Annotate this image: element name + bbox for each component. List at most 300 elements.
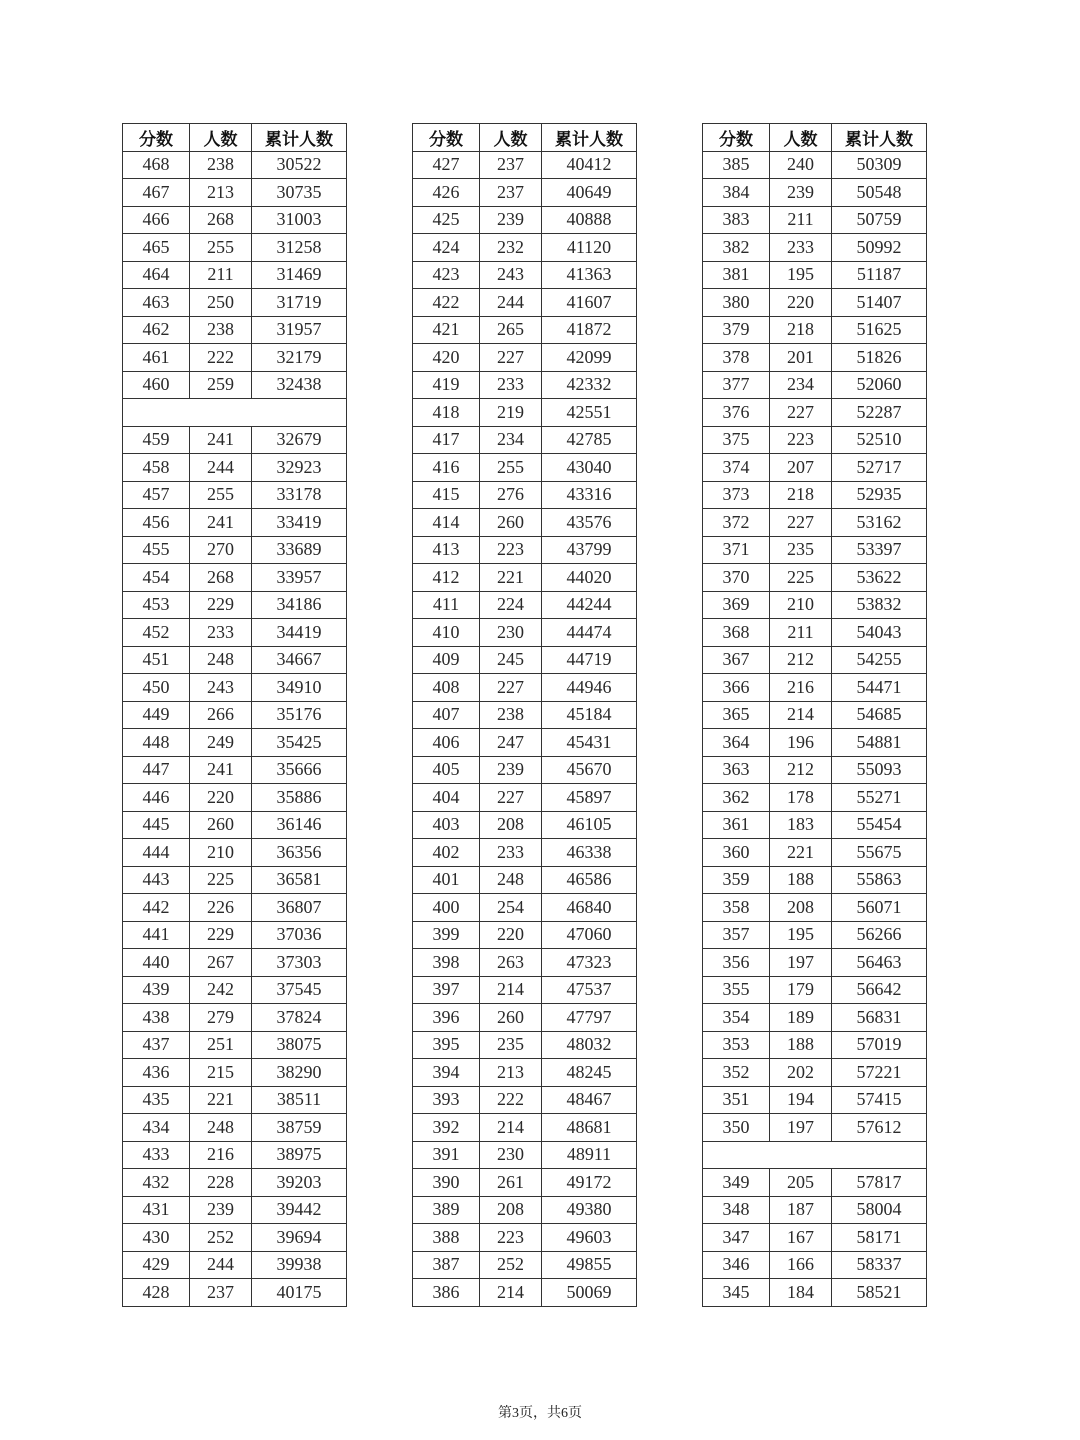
table-row [413,1059,637,1087]
table-row [703,509,927,537]
cumulative-cell: 36356 [252,839,347,867]
cumulative-cell: 56266 [832,921,927,949]
table-row [703,1086,927,1114]
cumulative-cell: 57221 [832,1059,927,1087]
table-spacer-row [703,1141,927,1169]
table-row [413,316,637,344]
score-cell: 456 [123,509,190,537]
count-cell: 235 [480,1031,542,1059]
table-row [123,1086,347,1114]
count-cell: 249 [190,729,252,757]
cumulative-cell: 48467 [542,1086,637,1114]
table-row [413,701,637,729]
table-row [123,316,347,344]
score-cell: 448 [123,729,190,757]
count-cell: 189 [770,1004,832,1032]
cumulative-cell: 30522 [252,151,347,179]
table-row [413,371,637,399]
score-cell: 431 [123,1196,190,1224]
score-cell: 363 [703,756,770,784]
count-cell: 167 [770,1224,832,1252]
score-cell: 468 [123,151,190,179]
count-cell: 255 [480,454,542,482]
header-count: 人数 [190,124,252,152]
score-cell: 356 [703,949,770,977]
cumulative-cell: 45184 [542,701,637,729]
header-count: 人数 [770,124,832,152]
table-row [413,399,637,427]
score-cell: 383 [703,206,770,234]
cumulative-cell: 33419 [252,509,347,537]
header-score: 分数 [703,124,770,152]
table-row [413,344,637,372]
cumulative-cell: 58171 [832,1224,927,1252]
cumulative-cell: 52060 [832,371,927,399]
score-cell: 453 [123,591,190,619]
cumulative-cell: 50992 [832,234,927,262]
table-row [123,206,347,234]
table-row [413,894,637,922]
score-cell: 442 [123,894,190,922]
table-row [703,1004,927,1032]
table-row [413,729,637,757]
table-row [123,1196,347,1224]
cumulative-cell: 49380 [542,1196,637,1224]
cumulative-cell: 47797 [542,1004,637,1032]
cumulative-cell: 34667 [252,646,347,674]
count-cell: 239 [480,756,542,784]
table-row [703,811,927,839]
cumulative-cell: 32438 [252,371,347,399]
score-cell: 413 [413,536,480,564]
table-row [413,1114,637,1142]
table-row [703,564,927,592]
score-cell: 407 [413,701,480,729]
table-row [703,591,927,619]
count-cell: 220 [770,289,832,317]
cumulative-cell: 45897 [542,784,637,812]
count-cell: 245 [480,646,542,674]
cumulative-cell: 48681 [542,1114,637,1142]
count-cell: 195 [770,921,832,949]
cumulative-cell: 52510 [832,426,927,454]
score-cell: 424 [413,234,480,262]
cumulative-cell: 41120 [542,234,637,262]
count-cell: 208 [480,811,542,839]
table-row [413,921,637,949]
count-cell: 244 [480,289,542,317]
count-cell: 241 [190,509,252,537]
cumulative-cell: 55454 [832,811,927,839]
cumulative-cell: 34186 [252,591,347,619]
cumulative-cell: 53622 [832,564,927,592]
table-row [703,1224,927,1252]
count-cell: 213 [190,179,252,207]
table-row [123,619,347,647]
score-cell: 353 [703,1031,770,1059]
score-cell: 346 [703,1251,770,1279]
cumulative-cell: 50069 [542,1279,637,1307]
count-cell: 205 [770,1169,832,1197]
score-cell: 371 [703,536,770,564]
cumulative-cell: 34419 [252,619,347,647]
score-cell: 403 [413,811,480,839]
cumulative-cell: 37036 [252,921,347,949]
count-cell: 233 [480,839,542,867]
count-cell: 195 [770,261,832,289]
count-cell: 259 [190,371,252,399]
score-cell: 457 [123,481,190,509]
score-cell: 345 [703,1279,770,1307]
cumulative-cell: 48032 [542,1031,637,1059]
table-row [703,894,927,922]
count-cell: 263 [480,949,542,977]
cumulative-cell: 57019 [832,1031,927,1059]
count-cell: 226 [190,894,252,922]
count-cell: 202 [770,1059,832,1087]
count-cell: 187 [770,1196,832,1224]
table-row [703,976,927,1004]
table-row [413,1224,637,1252]
score-cell: 443 [123,866,190,894]
table-row [123,1031,347,1059]
table-row [703,1114,927,1142]
count-cell: 214 [770,701,832,729]
score-cell: 426 [413,179,480,207]
count-cell: 270 [190,536,252,564]
table-row [703,701,927,729]
table-row [123,784,347,812]
score-cell: 435 [123,1086,190,1114]
score-cell: 428 [123,1279,190,1307]
table-row [703,399,927,427]
cumulative-cell: 42785 [542,426,637,454]
table-row [123,481,347,509]
score-cell: 376 [703,399,770,427]
score-cell: 399 [413,921,480,949]
table-header-row [413,124,637,152]
count-cell: 279 [190,1004,252,1032]
score-cell: 362 [703,784,770,812]
score-cell: 378 [703,344,770,372]
score-cell: 361 [703,811,770,839]
cumulative-cell: 50548 [832,179,927,207]
score-cell: 350 [703,1114,770,1142]
count-cell: 238 [190,316,252,344]
count-cell: 238 [480,701,542,729]
table-row [123,289,347,317]
cumulative-cell: 54255 [832,646,927,674]
cumulative-cell: 42551 [542,399,637,427]
score-cell: 433 [123,1141,190,1169]
score-cell: 393 [413,1086,480,1114]
count-cell: 184 [770,1279,832,1307]
table-row [413,949,637,977]
cumulative-cell: 55271 [832,784,927,812]
score-cell: 446 [123,784,190,812]
count-cell: 244 [190,454,252,482]
cumulative-cell: 31003 [252,206,347,234]
table-row [413,206,637,234]
count-cell: 239 [770,179,832,207]
cumulative-cell: 40175 [252,1279,347,1307]
score-cell: 421 [413,316,480,344]
table-row [703,454,927,482]
score-cell: 452 [123,619,190,647]
score-cell: 369 [703,591,770,619]
table-row [413,1169,637,1197]
score-cell: 444 [123,839,190,867]
count-cell: 248 [190,1114,252,1142]
table-row [703,784,927,812]
cumulative-cell: 42099 [542,344,637,372]
count-cell: 243 [190,674,252,702]
cumulative-cell: 46338 [542,839,637,867]
count-cell: 241 [190,756,252,784]
count-cell: 255 [190,481,252,509]
table-row [413,1031,637,1059]
cumulative-cell: 53162 [832,509,927,537]
score-cell: 455 [123,536,190,564]
table-row [123,921,347,949]
cumulative-cell: 39442 [252,1196,347,1224]
table-row [703,151,927,179]
cumulative-cell: 55093 [832,756,927,784]
count-cell: 222 [480,1086,542,1114]
score-cell: 447 [123,756,190,784]
count-cell: 201 [770,344,832,372]
cumulative-cell: 51826 [832,344,927,372]
cumulative-cell: 38975 [252,1141,347,1169]
score-cell: 465 [123,234,190,262]
cumulative-cell: 54685 [832,701,927,729]
table-row [413,509,637,537]
table-row [413,1004,637,1032]
count-cell: 227 [480,344,542,372]
count-cell: 218 [770,316,832,344]
table-row [703,756,927,784]
cumulative-cell: 52935 [832,481,927,509]
cumulative-cell: 30735 [252,179,347,207]
table-row [123,1004,347,1032]
cumulative-cell: 57817 [832,1169,927,1197]
table-row [123,426,347,454]
count-cell: 233 [480,371,542,399]
cumulative-cell: 31957 [252,316,347,344]
cumulative-cell: 37824 [252,1004,347,1032]
cumulative-cell: 39938 [252,1251,347,1279]
table-row [123,1114,347,1142]
count-cell: 266 [190,701,252,729]
score-cell: 391 [413,1141,480,1169]
cumulative-cell: 49603 [542,1224,637,1252]
count-cell: 240 [770,151,832,179]
score-cell: 429 [123,1251,190,1279]
table-row [123,564,347,592]
score-cell: 358 [703,894,770,922]
score-cell: 449 [123,701,190,729]
cumulative-cell: 35666 [252,756,347,784]
count-cell: 265 [480,316,542,344]
count-cell: 197 [770,1114,832,1142]
score-cell: 464 [123,261,190,289]
count-cell: 239 [190,1196,252,1224]
cumulative-cell: 44719 [542,646,637,674]
count-cell: 223 [480,1224,542,1252]
table-row [123,729,347,757]
score-cell: 434 [123,1114,190,1142]
count-cell: 215 [190,1059,252,1087]
count-cell: 212 [770,756,832,784]
table-row [413,564,637,592]
count-cell: 248 [190,646,252,674]
score-cell: 398 [413,949,480,977]
score-cell: 377 [703,371,770,399]
table-row [703,261,927,289]
table-row [123,1279,347,1307]
score-cell: 396 [413,1004,480,1032]
cumulative-cell: 52287 [832,399,927,427]
score-cell: 394 [413,1059,480,1087]
score-cell: 365 [703,701,770,729]
table-row [413,674,637,702]
table-row [413,536,637,564]
count-cell: 208 [770,894,832,922]
cumulative-cell: 55863 [832,866,927,894]
count-cell: 221 [770,839,832,867]
cumulative-cell: 43040 [542,454,637,482]
cumulative-cell: 32179 [252,344,347,372]
score-cell: 366 [703,674,770,702]
count-cell: 228 [190,1169,252,1197]
cumulative-cell: 39694 [252,1224,347,1252]
cumulative-cell: 44946 [542,674,637,702]
score-cell: 422 [413,289,480,317]
score-table-3 [702,123,927,1307]
count-cell: 222 [190,344,252,372]
count-cell: 244 [190,1251,252,1279]
table-row [703,481,927,509]
count-cell: 210 [190,839,252,867]
cumulative-cell: 44244 [542,591,637,619]
cumulative-cell: 31719 [252,289,347,317]
table-row [123,454,347,482]
score-cell: 401 [413,866,480,894]
table-row [703,949,927,977]
table-row [413,976,637,1004]
cumulative-cell: 55675 [832,839,927,867]
count-cell: 221 [480,564,542,592]
cumulative-cell: 51187 [832,261,927,289]
table-row [123,866,347,894]
cumulative-cell: 40412 [542,151,637,179]
table-row [123,1059,347,1087]
score-cell: 445 [123,811,190,839]
cumulative-cell: 38511 [252,1086,347,1114]
score-cell: 373 [703,481,770,509]
cumulative-cell: 56831 [832,1004,927,1032]
cumulative-cell: 39203 [252,1169,347,1197]
count-cell: 219 [480,399,542,427]
table-row [703,536,927,564]
score-cell: 357 [703,921,770,949]
cumulative-cell: 50309 [832,151,927,179]
score-cell: 360 [703,839,770,867]
table-row [703,1251,927,1279]
count-cell: 208 [480,1196,542,1224]
count-cell: 255 [190,234,252,262]
cumulative-cell: 32679 [252,426,347,454]
score-cell: 348 [703,1196,770,1224]
count-cell: 227 [770,399,832,427]
score-cell: 423 [413,261,480,289]
header-score: 分数 [123,124,190,152]
count-cell: 214 [480,1279,542,1307]
score-cell: 375 [703,426,770,454]
table-row [413,591,637,619]
cumulative-cell: 41363 [542,261,637,289]
cumulative-cell: 47060 [542,921,637,949]
count-cell: 179 [770,976,832,1004]
cumulative-cell: 57612 [832,1114,927,1142]
table-row [413,839,637,867]
count-cell: 223 [770,426,832,454]
table-row [703,234,927,262]
table-row [413,646,637,674]
table-row [413,481,637,509]
cumulative-cell: 37545 [252,976,347,1004]
table-row [123,976,347,1004]
score-cell: 390 [413,1169,480,1197]
score-cell: 404 [413,784,480,812]
table-row [413,179,637,207]
table-row [703,1279,927,1307]
count-cell: 227 [770,509,832,537]
cumulative-cell: 32923 [252,454,347,482]
score-cell: 451 [123,646,190,674]
cumulative-cell: 38759 [252,1114,347,1142]
count-cell: 230 [480,619,542,647]
count-cell: 197 [770,949,832,977]
score-cell: 420 [413,344,480,372]
count-cell: 211 [770,206,832,234]
count-cell: 234 [480,426,542,454]
score-cell: 364 [703,729,770,757]
table-row [413,261,637,289]
cumulative-cell: 56463 [832,949,927,977]
count-cell: 196 [770,729,832,757]
table-row [123,179,347,207]
score-cell: 461 [123,344,190,372]
table-row [703,1169,927,1197]
score-cell: 467 [123,179,190,207]
score-cell: 411 [413,591,480,619]
count-cell: 213 [480,1059,542,1087]
cumulative-cell: 44020 [542,564,637,592]
count-cell: 276 [480,481,542,509]
count-cell: 252 [190,1224,252,1252]
score-cell: 438 [123,1004,190,1032]
table-row [413,1086,637,1114]
score-cell: 381 [703,261,770,289]
score-cell: 427 [413,151,480,179]
score-cell: 437 [123,1031,190,1059]
score-cell: 405 [413,756,480,784]
score-cell: 380 [703,289,770,317]
table-row [703,646,927,674]
count-cell: 248 [480,866,542,894]
score-cell: 466 [123,206,190,234]
